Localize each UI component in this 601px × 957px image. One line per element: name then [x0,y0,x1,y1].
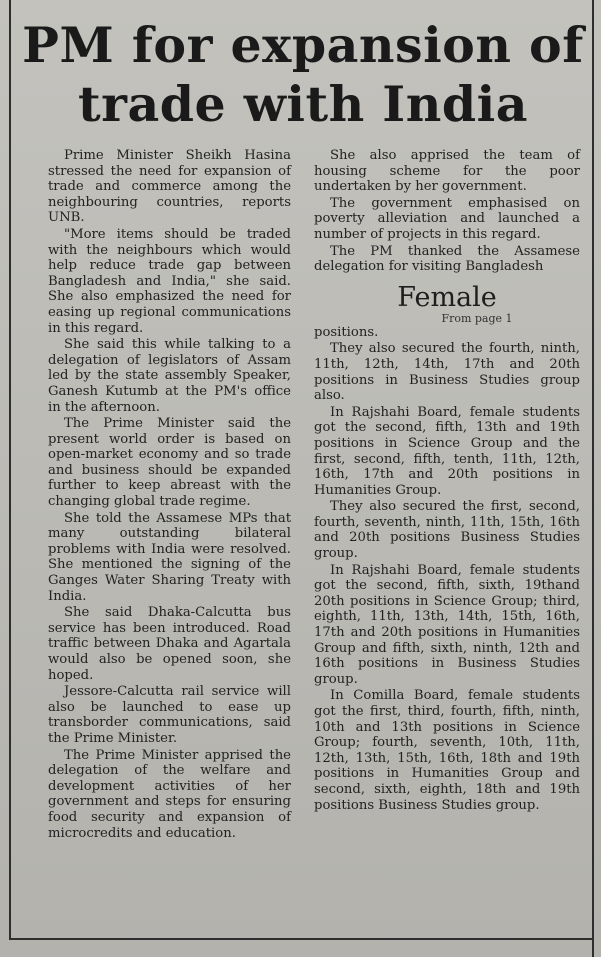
paragraph: Jessore-Calcutta rail service will also be launched to ease up transborder communications, said the Prime Minister. [48,684,291,746]
right-column [314,148,580,814]
paragraph: In Rajshahi Board, female students got the second, fifth, 13th and 19th positions in Science Group and the first, second, fifth, tenth, 11th, 12th, 16th, 17th and 20th positions in Humanities Group. [314,404,580,498]
paragraph: She told the Assamese MPs that many outstanding bilateral problems with India were resolved. She mentioned the signing of the Ganges Water Sharing Treaty with India. [48,510,291,604]
paragraph: They also secured the fourth, ninth, 11th, 12th, 14th, 17th and 20th positions in Business Studies group also. [314,341,580,404]
left-column [48,148,291,842]
continued-from-label: From page 1 [441,311,513,325]
paragraph: They also secured the first, second, fourth, seventh, ninth, 11th, 15th, 16th and 20th positions Business Studies group. [314,499,580,562]
paragraph: "More items should be traded with the neighbours which would help reduce trade gap between Bangladesh and India," she said. She also emphasized the need for easing up regional communications in this regard. [48,226,291,336]
bottom-rule [9,938,594,940]
paragraph: The government emphasised on poverty alleviation and launched a number of projects in this regard. [314,195,580,242]
paragraph: The PM thanked the Assamese delegation for visiting Bangladesh [314,243,580,275]
jump-story-heading: Female [397,281,497,313]
paragraph: The Prime Minister apprised the delegation of the welfare and development activities of her government and steps for ensuring food security and expansion of microcredits and education. [48,747,291,841]
paragraph: The Prime Minister said the present world order is based on open-market economy and so trade and business should be expanded further to keep abreast with the changing global trade regime. [48,416,291,510]
paragraph: Prime Minister Sheikh Hasina stressed the need for expansion of trade and commerce among the neighbouring countries, reports UNB. [48,148,291,226]
headline: PM for expansion of trade with India [22,16,584,133]
paragraph: In Rajshahi Board, female students got the second, fifth, sixth, 19thand 20th positions in Science Group; third, eighth, 11th, 13th, 14th, 15th, 16th, 17th and 20th positions in Humanities Group and fifth, sixth, ninth, 12th and 16th positions in Business Studies group. [314,562,580,687]
paragraph: She also apprised the team of housing scheme for the poor undertaken by her government. [314,148,580,195]
left-column-rule [9,0,11,940]
paragraph: She said this while talking to a delegation of legislators of Assam led by the state assembly Speaker, Ganesh Kutumb at the PM's office in the afternoon. [48,337,291,415]
paragraph: She said Dhaka-Calcutta bus service has been introduced. Road traffic between Dhaka and Agartala would also be opened soon, she hoped. [48,605,291,683]
paragraph: In Comilla Board, female students got the first, third, fourth, fifth, ninth, 10th and 13th positions in Science Group; fourth, seventh, 10th, 11th, 12th, 13th, 15th, 16th, 18th and 19th positions in Humanities Group and second, sixth, eighth, 18th and 19th positions Business Studies group. [314,688,580,813]
right-column-rule [592,0,594,957]
paragraph: positions. [314,324,379,340]
